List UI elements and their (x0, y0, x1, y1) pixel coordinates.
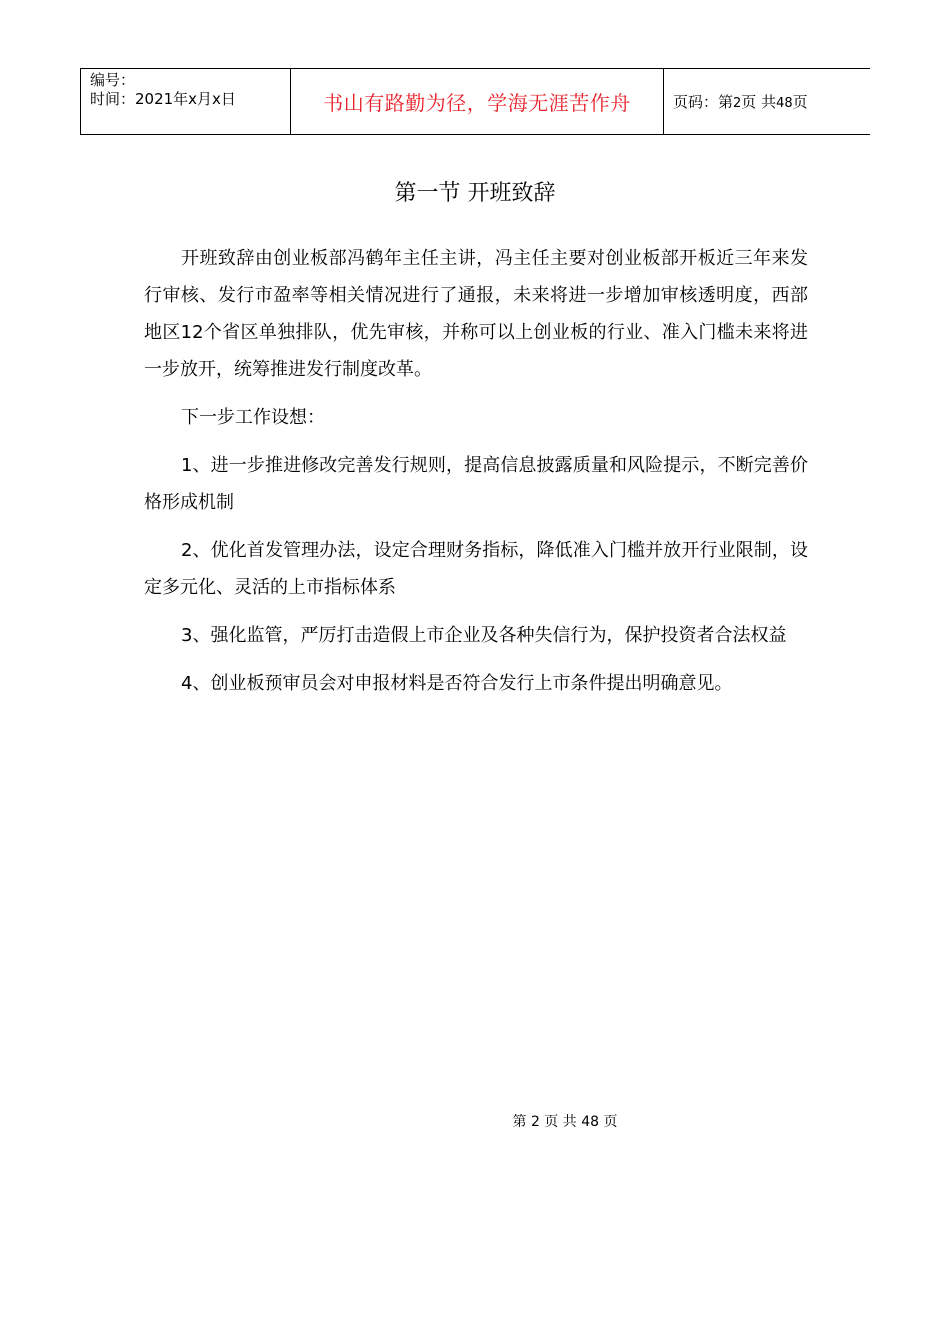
header-motto-cell (291, 69, 664, 135)
page-total: 48 (776, 96, 793, 111)
header-page-cell (664, 69, 871, 135)
plan-item-1: 1、进一步推进修改完善发行规则，提高信息披露质量和风险提示，不断完善价格形成机制 (144, 455, 808, 513)
page-prefix: 页码：第 (673, 93, 734, 111)
header-meta-cell (81, 69, 291, 135)
page-footer: 第 2 页 共 48 页 (512, 1114, 618, 1130)
plan-item-2: 2、优化首发管理办法，设定合理财务指标，降低准入门槛并放开行业限制，设定多元化、灵活的上市指标体系 (144, 540, 808, 598)
plan-heading: 下一步工作设想： (181, 407, 325, 428)
plan-item-3: 3、强化监管，严厉打击造假上市企业及各种失信行为，保护投资者合法权益 (181, 625, 787, 646)
page-mid: 页 共 (741, 93, 777, 111)
code-label: 编号： (90, 71, 136, 89)
intro-paragraph: 开班致辞由创业板部冯鹤年主任主讲，冯主任主要对创业板部开板近三年来发行审核、发行市盈率等相关情况进行了通报，未来将进一步增加审核透明度，西部地区12个省区单独排队，优先审核，并称可以上创业板的行业、准入门槛未来将进一步放开，统筹推进发行制度改革。 (144, 248, 808, 380)
document-body (144, 240, 808, 713)
page-suffix: 页 (792, 93, 808, 111)
section-title: 第一节 开班致辞 (394, 181, 556, 206)
date-label: 时间：2021年x月x日 (90, 90, 236, 108)
document-header (80, 68, 870, 135)
page-current: 2 (733, 96, 742, 111)
header-motto: 书山有路勤为径，学海无涯苦作舟 (323, 91, 631, 115)
plan-item-4: 4、创业板预审员会对申报材料是否符合发行上市条件提出明确意见。 (181, 673, 733, 694)
